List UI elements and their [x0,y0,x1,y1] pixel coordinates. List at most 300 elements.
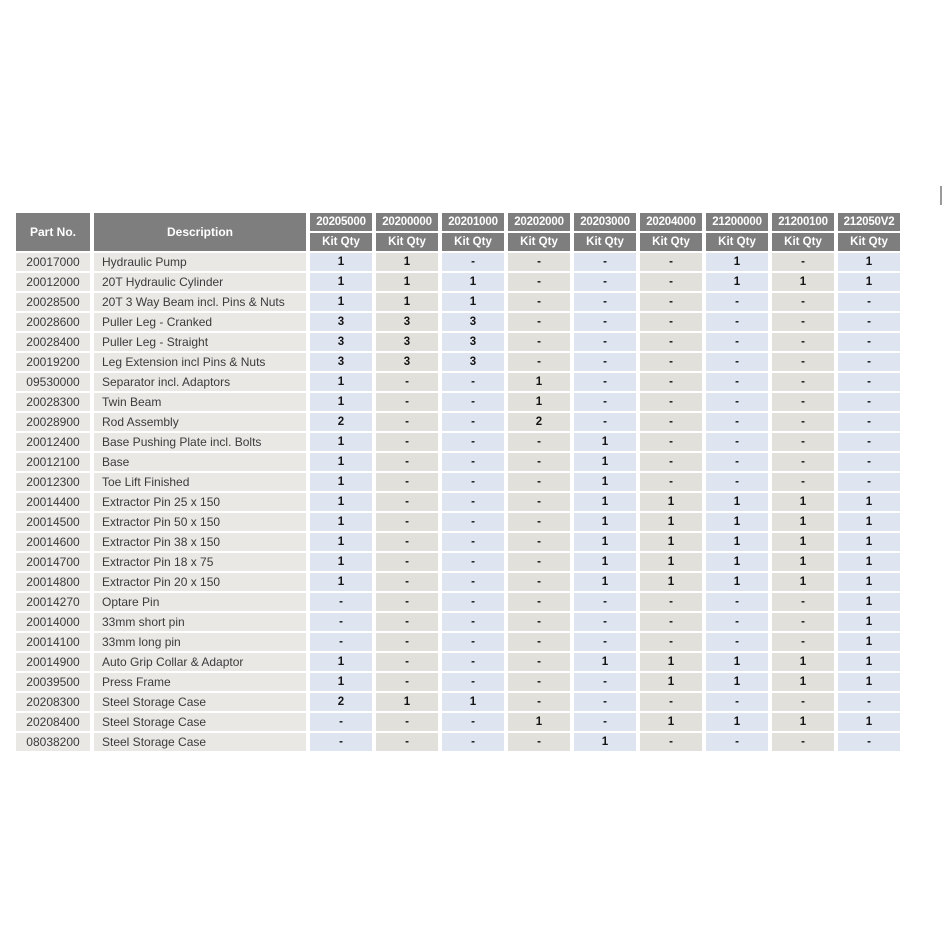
qty-cell: - [442,473,504,491]
qty-cell: 1 [310,553,372,571]
qty-cell: - [442,493,504,511]
qty-cell: - [442,653,504,671]
qty-cell: 1 [706,273,768,291]
qty-cell: 1 [376,273,438,291]
qty-cell: - [640,433,702,451]
qty-cell: 3 [376,353,438,371]
qty-cell: 1 [838,673,900,691]
qty-cell: - [574,413,636,431]
qty-cell: 1 [706,713,768,731]
part-no-cell: 20028600 [16,313,90,331]
qty-cell: - [706,353,768,371]
qty-cell: - [838,473,900,491]
qty-cell: 1 [442,693,504,711]
qty-cell: - [508,533,570,551]
table-row [16,493,900,511]
qty-cell: - [772,373,834,391]
description-cell: Optare Pin [94,593,306,611]
qty-cell: - [706,733,768,751]
table-row [16,573,900,591]
part-no-cell: 20028900 [16,413,90,431]
qty-cell: 1 [640,713,702,731]
table-row [16,733,900,751]
description-cell: Base [94,453,306,471]
table-row [16,473,900,491]
description-cell: Press Frame [94,673,306,691]
parts-kit-table-container [12,211,904,753]
table-row [16,333,900,351]
qty-cell: - [706,313,768,331]
qty-cell: 1 [838,653,900,671]
description-cell: Extractor Pin 50 x 150 [94,513,306,531]
qty-cell: 1 [310,293,372,311]
qty-cell: - [508,333,570,351]
qty-cell: - [508,653,570,671]
qty-cell: - [706,293,768,311]
kit-column-header: 20203000 [574,213,636,231]
table-row [16,393,900,411]
qty-cell: - [376,733,438,751]
qty-cell: 1 [574,493,636,511]
qty-cell: 1 [772,653,834,671]
qty-cell: - [508,353,570,371]
kit-qty-subheader: Kit Qty [706,233,768,251]
qty-cell: - [442,593,504,611]
qty-cell: 1 [310,393,372,411]
table-row [16,633,900,651]
qty-cell: - [508,593,570,611]
qty-cell: 1 [640,493,702,511]
qty-cell: - [772,393,834,411]
qty-cell: - [508,473,570,491]
table-head [16,213,900,251]
qty-cell: 2 [508,413,570,431]
qty-cell: - [838,393,900,411]
qty-cell: - [640,453,702,471]
description-cell: Auto Grip Collar & Adaptor [94,653,306,671]
qty-cell: 1 [442,273,504,291]
qty-cell: - [508,493,570,511]
part-no-cell: 20208400 [16,713,90,731]
description-cell: Leg Extension incl Pins & Nuts [94,353,306,371]
description-cell: 20T 3 Way Beam incl. Pins & Nuts [94,293,306,311]
qty-cell: - [640,393,702,411]
qty-cell: 1 [838,533,900,551]
qty-cell: - [442,673,504,691]
description-cell: Separator incl. Adaptors [94,373,306,391]
qty-cell: - [442,413,504,431]
qty-cell: - [772,633,834,651]
qty-cell: - [640,693,702,711]
description-cell: Twin Beam [94,393,306,411]
qty-cell: 1 [772,573,834,591]
qty-cell: - [442,373,504,391]
part-no-cell: 20014100 [16,633,90,651]
part-no-cell: 20014270 [16,593,90,611]
qty-cell: - [772,433,834,451]
kit-column-header: 21200000 [706,213,768,231]
table-row [16,533,900,551]
qty-cell: 3 [442,333,504,351]
qty-cell: - [640,413,702,431]
qty-cell: - [442,513,504,531]
qty-cell: 1 [640,653,702,671]
qty-cell: - [376,573,438,591]
qty-cell: 1 [376,253,438,271]
qty-cell: 1 [508,393,570,411]
qty-cell: 1 [310,513,372,531]
qty-cell: 1 [838,613,900,631]
table-row [16,273,900,291]
qty-cell: - [442,553,504,571]
kit-qty-subheader: Kit Qty [508,233,570,251]
qty-cell: - [772,313,834,331]
qty-cell: 1 [772,673,834,691]
table-row [16,353,900,371]
qty-cell: 1 [574,533,636,551]
kit-column-header: 20200000 [376,213,438,231]
table-row [16,593,900,611]
qty-cell: - [310,733,372,751]
part-no-cell: 20017000 [16,253,90,271]
qty-cell: - [508,273,570,291]
qty-cell: - [442,433,504,451]
qty-cell: - [838,433,900,451]
qty-cell: - [376,673,438,691]
qty-cell: 1 [640,573,702,591]
qty-cell: 1 [706,573,768,591]
qty-cell: - [838,693,900,711]
qty-cell: - [508,553,570,571]
qty-cell: - [706,473,768,491]
kit-column-header: 20204000 [640,213,702,231]
qty-cell: - [838,453,900,471]
qty-cell: - [772,693,834,711]
qty-cell: - [574,293,636,311]
qty-cell: - [838,413,900,431]
qty-cell: - [376,493,438,511]
part-no-cell: 08038200 [16,733,90,751]
qty-cell: - [310,593,372,611]
qty-cell: - [508,673,570,691]
qty-cell: 1 [310,473,372,491]
qty-cell: - [376,473,438,491]
qty-cell: - [442,393,504,411]
description-header: Description [94,213,306,251]
qty-cell: 1 [574,553,636,571]
qty-cell: - [772,613,834,631]
qty-cell: 1 [574,733,636,751]
table-row [16,293,900,311]
qty-cell: 1 [838,253,900,271]
qty-cell: 1 [508,713,570,731]
qty-cell: - [772,353,834,371]
kit-qty-subheader: Kit Qty [442,233,504,251]
description-cell: Hydraulic Pump [94,253,306,271]
qty-cell: 1 [310,373,372,391]
qty-cell: - [640,313,702,331]
qty-cell: 1 [706,493,768,511]
qty-cell: 1 [310,533,372,551]
kit-qty-subheader: Kit Qty [772,233,834,251]
description-cell: Extractor Pin 38 x 150 [94,533,306,551]
qty-cell: 1 [310,273,372,291]
table-row [16,413,900,431]
qty-cell: - [640,613,702,631]
qty-cell: - [574,273,636,291]
qty-cell: - [772,733,834,751]
kit-qty-subheader: Kit Qty [574,233,636,251]
qty-cell: - [508,313,570,331]
qty-cell: - [508,693,570,711]
qty-cell: 1 [838,493,900,511]
qty-cell: 1 [772,533,834,551]
qty-cell: 3 [310,313,372,331]
qty-cell: 1 [574,453,636,471]
qty-cell: 1 [838,713,900,731]
qty-cell: - [772,593,834,611]
qty-cell: - [574,333,636,351]
qty-cell: - [838,373,900,391]
qty-cell: - [376,393,438,411]
qty-cell: - [772,473,834,491]
part-no-cell: 20014000 [16,613,90,631]
kit-column-header: 20205000 [310,213,372,231]
qty-cell: - [376,373,438,391]
description-cell: Steel Storage Case [94,693,306,711]
kit-qty-subheader: Kit Qty [640,233,702,251]
qty-cell: 1 [772,513,834,531]
qty-cell: - [508,253,570,271]
part-no-cell: 20014700 [16,553,90,571]
part-no-cell: 09530000 [16,373,90,391]
kit-column-header: 20202000 [508,213,570,231]
qty-cell: - [376,613,438,631]
qty-cell: - [640,253,702,271]
page-edge-mark [940,186,942,205]
kit-qty-subheader: Kit Qty [838,233,900,251]
table-row [16,673,900,691]
qty-cell: 1 [310,573,372,591]
description-cell: Extractor Pin 25 x 150 [94,493,306,511]
qty-cell: 1 [376,293,438,311]
qty-cell: - [574,673,636,691]
qty-cell: 1 [640,553,702,571]
qty-cell: 1 [574,473,636,491]
kit-column-header: 21200100 [772,213,834,231]
qty-cell: 1 [574,653,636,671]
qty-cell: - [772,453,834,471]
qty-cell: 1 [706,673,768,691]
qty-cell: - [376,413,438,431]
qty-cell: - [376,533,438,551]
qty-cell: - [376,653,438,671]
qty-cell: 1 [772,713,834,731]
qty-cell: 1 [310,433,372,451]
parts-kit-table [12,211,904,753]
qty-cell: - [838,733,900,751]
qty-cell: - [706,413,768,431]
qty-cell: - [838,293,900,311]
qty-cell: 3 [310,353,372,371]
qty-cell: 1 [772,493,834,511]
qty-cell: - [640,273,702,291]
part-no-cell: 20019200 [16,353,90,371]
qty-cell: - [640,293,702,311]
qty-cell: - [310,713,372,731]
qty-cell: - [706,593,768,611]
qty-cell: 3 [442,353,504,371]
qty-cell: - [508,513,570,531]
qty-cell: 1 [706,533,768,551]
qty-cell: - [376,513,438,531]
qty-cell: - [442,253,504,271]
qty-cell: - [640,333,702,351]
qty-cell: - [376,553,438,571]
qty-cell: - [442,733,504,751]
qty-cell: 1 [310,253,372,271]
description-cell: Extractor Pin 20 x 150 [94,573,306,591]
description-cell: Base Pushing Plate incl. Bolts [94,433,306,451]
qty-cell: - [310,633,372,651]
qty-cell: - [442,713,504,731]
qty-cell: - [574,593,636,611]
qty-cell: - [640,353,702,371]
qty-cell: - [574,393,636,411]
qty-cell: - [838,353,900,371]
qty-cell: - [640,733,702,751]
description-cell: 33mm short pin [94,613,306,631]
qty-cell: - [772,293,834,311]
qty-cell: - [310,613,372,631]
qty-cell: - [442,613,504,631]
qty-cell: - [508,293,570,311]
part-no-cell: 20012000 [16,273,90,291]
table-row [16,713,900,731]
qty-cell: - [574,613,636,631]
qty-cell: 1 [574,433,636,451]
description-cell: Steel Storage Case [94,713,306,731]
description-cell: 33mm long pin [94,633,306,651]
table-body [16,253,900,751]
part-no-cell: 20028300 [16,393,90,411]
part-no-cell: 20039500 [16,673,90,691]
qty-cell: 1 [838,273,900,291]
part-no-cell: 20014500 [16,513,90,531]
qty-cell: 1 [640,533,702,551]
description-cell: Steel Storage Case [94,733,306,751]
qty-cell: - [706,693,768,711]
qty-cell: - [706,333,768,351]
qty-cell: - [508,433,570,451]
qty-cell: - [838,333,900,351]
qty-cell: 1 [706,253,768,271]
qty-cell: 1 [706,553,768,571]
qty-cell: 1 [442,293,504,311]
qty-cell: 3 [310,333,372,351]
part-no-cell: 20014600 [16,533,90,551]
qty-cell: - [640,373,702,391]
qty-cell: - [772,333,834,351]
qty-cell: 1 [838,513,900,531]
kit-qty-subheader: Kit Qty [376,233,438,251]
qty-cell: 1 [772,273,834,291]
qty-cell: - [574,253,636,271]
qty-cell: - [772,253,834,271]
description-cell: Puller Leg - Cranked [94,313,306,331]
qty-cell: 2 [310,693,372,711]
part-no-cell: 20014400 [16,493,90,511]
part-no-cell: 20012400 [16,433,90,451]
table-row [16,313,900,331]
description-cell: Extractor Pin 18 x 75 [94,553,306,571]
qty-cell: 1 [772,553,834,571]
qty-cell: - [376,453,438,471]
qty-cell: - [508,613,570,631]
qty-cell: - [838,313,900,331]
qty-cell: - [376,433,438,451]
table-row [16,373,900,391]
qty-cell: - [574,633,636,651]
qty-cell: 1 [640,673,702,691]
qty-cell: - [508,633,570,651]
qty-cell: - [640,593,702,611]
part-no-cell: 20014900 [16,653,90,671]
qty-cell: - [508,453,570,471]
part-no-cell: 20208300 [16,693,90,711]
description-cell: Toe Lift Finished [94,473,306,491]
kit-qty-subheader: Kit Qty [310,233,372,251]
qty-cell: - [574,353,636,371]
qty-cell: - [376,593,438,611]
table-row [16,693,900,711]
kit-column-header: 20201000 [442,213,504,231]
qty-cell: 3 [376,313,438,331]
qty-cell: 1 [640,513,702,531]
qty-cell: 3 [442,313,504,331]
qty-cell: - [706,433,768,451]
qty-cell: - [574,313,636,331]
qty-cell: - [574,693,636,711]
header-row-kits [16,213,900,231]
qty-cell: - [574,373,636,391]
qty-cell: 1 [574,573,636,591]
part-no-cell: 20028400 [16,333,90,351]
qty-cell: - [574,713,636,731]
qty-cell: 1 [706,513,768,531]
table-row [16,513,900,531]
table-row [16,453,900,471]
qty-cell: - [772,413,834,431]
qty-cell: 1 [838,633,900,651]
qty-cell: 1 [706,653,768,671]
kit-column-header: 212050V2 [838,213,900,231]
qty-cell: - [376,633,438,651]
qty-cell: 1 [376,693,438,711]
qty-cell: 3 [376,333,438,351]
qty-cell: - [640,473,702,491]
qty-cell: 1 [508,373,570,391]
qty-cell: - [508,733,570,751]
description-cell: Puller Leg - Straight [94,333,306,351]
qty-cell: - [706,393,768,411]
qty-cell: 2 [310,413,372,431]
description-cell: Rod Assembly [94,413,306,431]
part-no-cell: 20014800 [16,573,90,591]
qty-cell: 1 [310,673,372,691]
table-row [16,613,900,631]
table-row [16,553,900,571]
